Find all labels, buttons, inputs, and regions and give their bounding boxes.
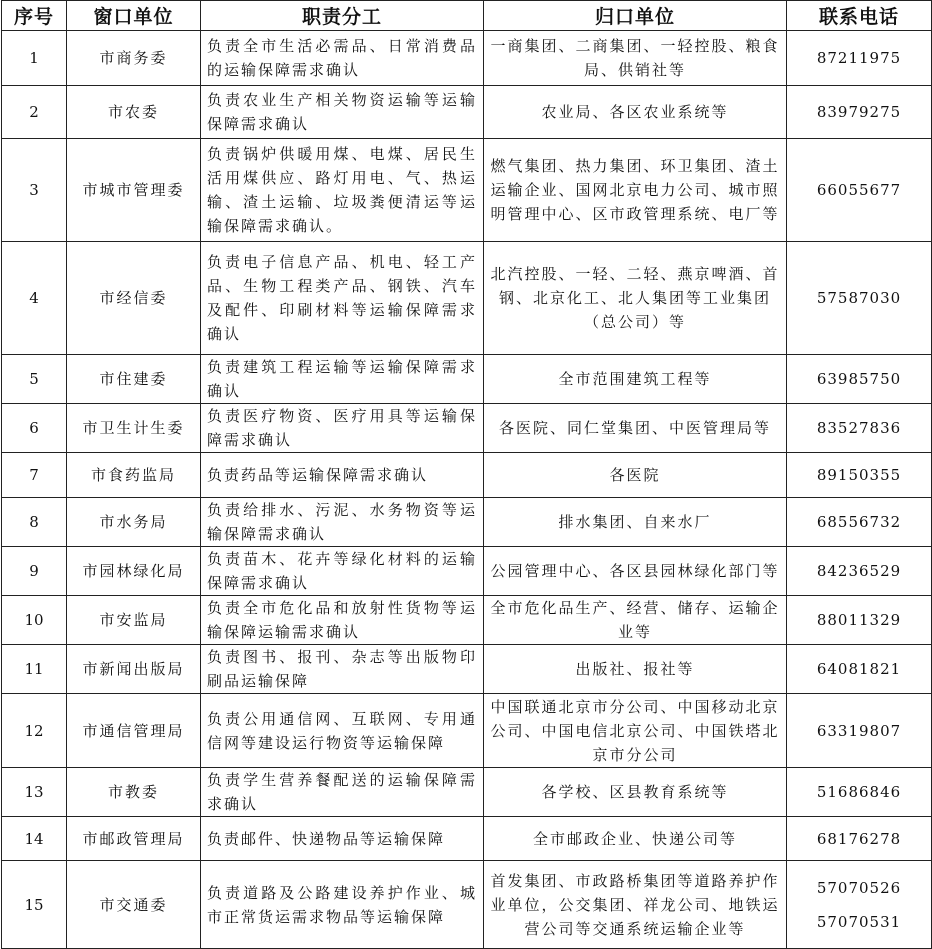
duty-description: 负责学生营养餐配送的运输保障需求确认 (201, 768, 484, 817)
duty-description: 负责苗木、花卉等绿化材料的运输保障需求确认 (201, 547, 484, 596)
row-number: 10 (2, 596, 67, 645)
duty-description: 负责锅炉供暖用煤、电煤、居民生活用煤供应、路灯用电、气、热运输、渣土运输、垃圾粪便清运等运输保障需求确认。 (201, 139, 484, 242)
responsible-units: 农业局、各区农业系统等 (484, 86, 787, 139)
window-unit: 市通信管理局 (67, 694, 201, 768)
contact-phone: 88011329 (787, 596, 932, 645)
contact-phone: 63985750 (787, 355, 932, 404)
row-number: 15 (2, 861, 67, 949)
duty-description: 负责邮件、快递物品等运输保障 (201, 817, 484, 861)
table-row (2, 596, 932, 645)
duty-description: 负责电子信息产品、机电、轻工产品、生物工程类产品、钢铁、汽车及配件、印刷材料等运输保障需求确认 (201, 242, 484, 355)
table-row (2, 861, 932, 949)
window-unit: 市农委 (67, 86, 201, 139)
contact-phone: 68556732 (787, 498, 932, 547)
header-phone: 联系电话 (787, 1, 932, 31)
table-row (2, 547, 932, 596)
row-number: 6 (2, 404, 67, 453)
table-row (2, 86, 932, 139)
responsible-units: 排水集团、自来水厂 (484, 498, 787, 547)
window-unit: 市城市管理委 (67, 139, 201, 242)
table-row (2, 768, 932, 817)
window-unit: 市新闻出版局 (67, 645, 201, 694)
header-no: 序号 (2, 1, 67, 31)
row-number: 12 (2, 694, 67, 768)
row-number: 2 (2, 86, 67, 139)
header-belong: 归口单位 (484, 1, 787, 31)
table-row (2, 404, 932, 453)
phone-spacer (791, 900, 927, 910)
duty-description: 负责建筑工程运输等运输保障需求确认 (201, 355, 484, 404)
duty-description: 负责图书、报刊、杂志等出版物印刷品运输保障 (201, 645, 484, 694)
window-unit: 市卫生计生委 (67, 404, 201, 453)
row-number: 9 (2, 547, 67, 596)
responsible-units: 各医院 (484, 453, 787, 498)
window-unit: 市水务局 (67, 498, 201, 547)
contact-phone: 57587030 (787, 242, 932, 355)
responsible-units: 各学校、区县教育系统等 (484, 768, 787, 817)
table-row (2, 31, 932, 86)
row-number: 11 (2, 645, 67, 694)
row-number: 14 (2, 817, 67, 861)
responsible-units: 出版社、报社等 (484, 645, 787, 694)
window-unit: 市邮政管理局 (67, 817, 201, 861)
responsible-units: 首发集团、市政路桥集团等道路养护作业单位，公交集团、祥龙公司、地铁运营公司等交通系统运输企业等 (484, 861, 787, 949)
row-number: 1 (2, 31, 67, 86)
liaison-table (1, 0, 932, 949)
window-unit: 市食药监局 (67, 453, 201, 498)
duty-description: 负责药品等运输保障需求确认 (201, 453, 484, 498)
contact-phone-cell (787, 861, 932, 949)
table-row (2, 242, 932, 355)
table-row (2, 694, 932, 768)
header-row (2, 1, 932, 31)
header-duty: 职责分工 (201, 1, 484, 31)
contact-phone: 66055677 (787, 139, 932, 242)
contact-phone: 57070526 (816, 878, 902, 897)
table-row (2, 498, 932, 547)
window-unit: 市安监局 (67, 596, 201, 645)
duty-description: 负责给排水、污泥、水务物资等运输保障需求确认 (201, 498, 484, 547)
table-row (2, 645, 932, 694)
table-row (2, 817, 932, 861)
row-number: 4 (2, 242, 67, 355)
responsible-units: 全市危化品生产、经营、储存、运输企业等 (484, 596, 787, 645)
contact-phone: 83527836 (787, 404, 932, 453)
duty-description: 负责全市危化品和放射性货物等运输保障运输需求确认 (201, 596, 484, 645)
duty-description: 负责道路及公路建设养护作业、城市正常货运需求物品等运输保障 (201, 861, 484, 949)
contact-phone: 83979275 (787, 86, 932, 139)
window-unit: 市商务委 (67, 31, 201, 86)
header-unit: 窗口单位 (67, 1, 201, 31)
row-number: 5 (2, 355, 67, 404)
window-unit: 市交通委 (67, 861, 201, 949)
contact-phone: 84236529 (787, 547, 932, 596)
duty-description: 负责公用通信网、互联网、专用通信网等建设运行物资等运输保障 (201, 694, 484, 768)
table-row (2, 355, 932, 404)
row-number: 3 (2, 139, 67, 242)
responsible-units: 北汽控股、一轻、二轻、燕京啤酒、首钢、北京化工、北人集团等工业集团（总公司）等 (484, 242, 787, 355)
responsible-units: 一商集团、二商集团、一轻控股、粮食局、供销社等 (484, 31, 787, 86)
window-unit: 市住建委 (67, 355, 201, 404)
responsible-units: 公园管理中心、各区县园林绿化部门等 (484, 547, 787, 596)
responsible-units: 各医院、同仁堂集团、中医管理局等 (484, 404, 787, 453)
row-number: 8 (2, 498, 67, 547)
contact-phone: 89150355 (787, 453, 932, 498)
window-unit: 市园林绿化局 (67, 547, 201, 596)
duty-description: 负责全市生活必需品、日常消费品的运输保障需求确认 (201, 31, 484, 86)
contact-phone: 64081821 (787, 645, 932, 694)
responsible-units: 全市范围建筑工程等 (484, 355, 787, 404)
table-row (2, 139, 932, 242)
contact-phone: 87211975 (787, 31, 932, 86)
window-unit: 市经信委 (67, 242, 201, 355)
contact-phone-secondary: 57070531 (816, 912, 902, 931)
responsible-units: 全市邮政企业、快递公司等 (484, 817, 787, 861)
contact-phone: 51686846 (787, 768, 932, 817)
row-number: 7 (2, 453, 67, 498)
responsible-units: 中国联通北京市分公司、中国移动北京公司、中国电信北京公司、中国铁塔北京市分公司 (484, 694, 787, 768)
contact-phone: 63319807 (787, 694, 932, 768)
responsible-units: 燃气集团、热力集团、环卫集团、渣土运输企业、国网北京电力公司、城市照明管理中心、区市政管理系统、电厂等 (484, 139, 787, 242)
contact-phone: 68176278 (787, 817, 932, 861)
duty-description: 负责农业生产相关物资运输等运输保障需求确认 (201, 86, 484, 139)
duty-description: 负责医疗物资、医疗用具等运输保障需求确认 (201, 404, 484, 453)
row-number: 13 (2, 768, 67, 817)
window-unit: 市教委 (67, 768, 201, 817)
table-row (2, 453, 932, 498)
